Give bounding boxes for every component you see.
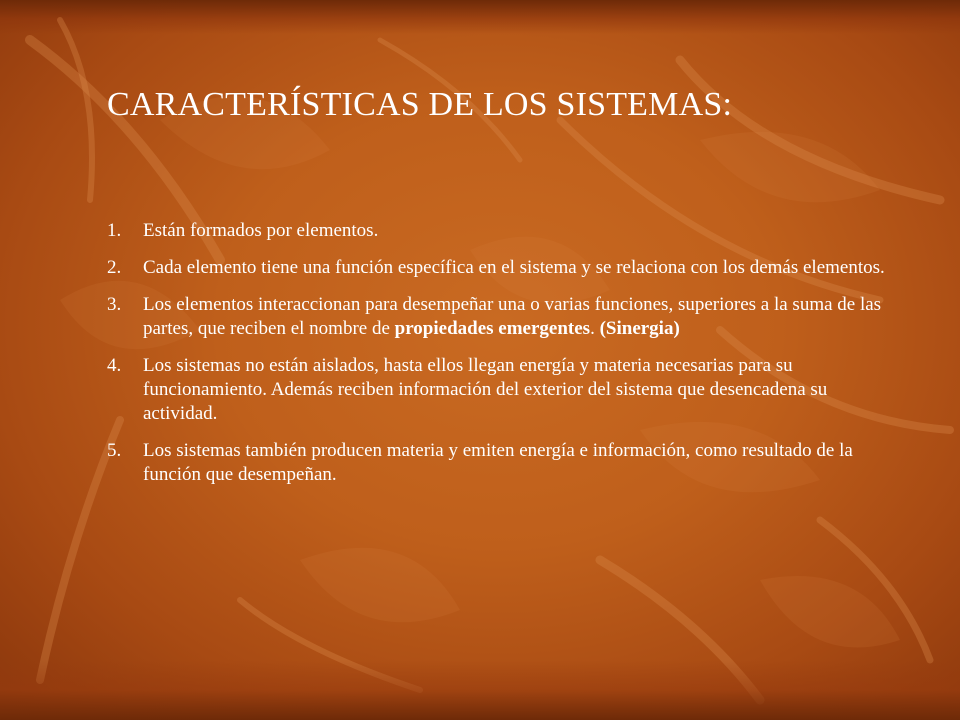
item-text: Los sistemas también producen materia y emiten energía e información, como resultado de la función que desempeñan.: [143, 440, 853, 485]
item-text: [143, 294, 881, 339]
list-item: [107, 256, 897, 280]
list-item: [107, 354, 897, 426]
emphasis-term: propiedades emergentes: [394, 318, 591, 339]
list-item: [107, 219, 897, 243]
item-number: 1.: [107, 220, 122, 241]
item-text-part: .: [590, 318, 600, 339]
list-item: [107, 293, 897, 341]
item-number: 4.: [107, 355, 122, 376]
list-item: [107, 439, 897, 487]
item-text-part: Los elementos interaccionan para desempeñar una o varias funciones, superiores a la suma de las partes, que reciben el nombre de: [143, 294, 882, 339]
characteristics-list: [107, 219, 897, 500]
item-number: 3.: [107, 294, 122, 315]
slide-title: CARACTERÍSTICAS DE LOS SISTEMAS:: [107, 86, 733, 123]
item-text: Están formados por elementos.: [143, 220, 379, 241]
item-number: 2.: [107, 257, 122, 278]
emphasis-term: (Sinergia): [599, 318, 680, 339]
item-text: Los sistemas no están aislados, hasta ellos llegan energía y materia necesarias para su funcionamiento. Además reciben información del exterior del sistema que desencadena su actividad.: [143, 355, 828, 424]
item-number: 5.: [107, 440, 122, 461]
item-text: Cada elemento tiene una función específica en el sistema y se relaciona con los demás elementos.: [143, 257, 885, 278]
